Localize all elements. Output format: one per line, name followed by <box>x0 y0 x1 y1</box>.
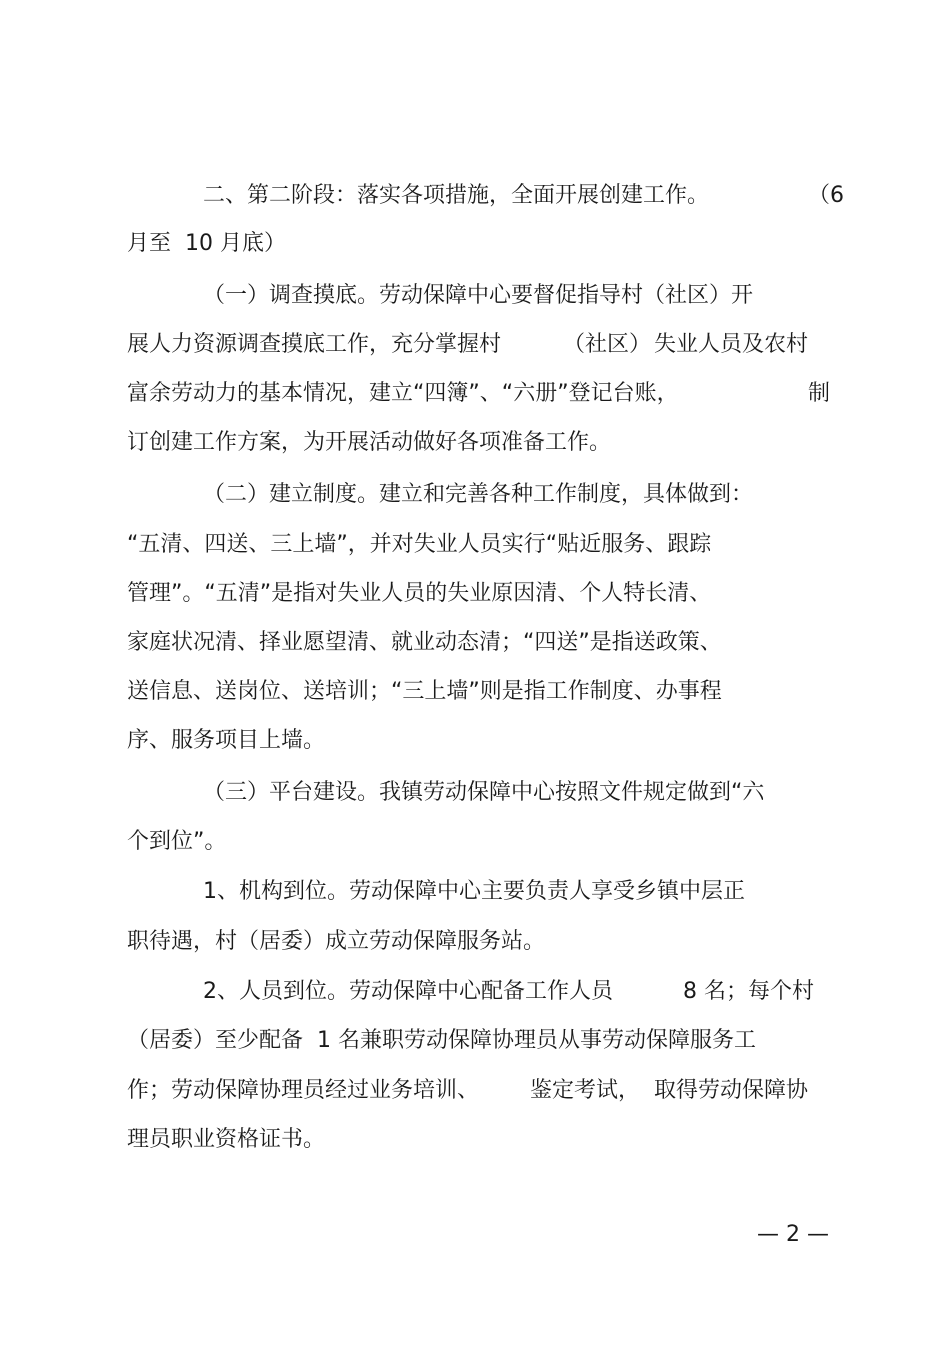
paragraph-line-segment: 8 名；每个村 <box>683 979 814 1004</box>
paragraph-line: （三）平台建设。我镇劳动保障中心按照文件规定做到“六 <box>203 780 765 805</box>
paragraph-line: 送信息、送岗位、送培训；“三上墙”则是指工作制度、办事程 <box>127 679 722 704</box>
paragraph-line-segment: （社区） <box>563 332 652 357</box>
paragraph-line-segment: 取得劳动保障协 <box>654 1078 809 1103</box>
paragraph-line: （一）调查摸底。劳动保障中心要督促指导村（社区）开 <box>203 283 754 308</box>
paragraph-line: （二）建立制度。建立和完善各种工作制度，具体做到： <box>203 482 754 507</box>
paragraph-line: 个到位”。 <box>127 829 227 854</box>
paragraph-line: 序、服务项目上墙。 <box>127 728 326 753</box>
paragraph-line: 理员职业资格证书。 <box>127 1127 326 1152</box>
stage-heading-date-end: 月至 10 月底） <box>127 231 286 256</box>
paragraph-line: “五清、四送、三上墙”，并对失业人员实行“贴近服务、跟踪 <box>127 532 712 557</box>
paragraph-line-segment: 制 <box>808 381 831 406</box>
paragraph-line: 家庭状况清、择业愿望清、就业动态清；“四送”是指送政策、 <box>127 630 722 655</box>
paragraph-line: 1、机构到位。劳动保障中心主要负责人享受乡镇中层正 <box>203 879 745 904</box>
paragraph-line: 作；劳动保障协理员经过业务培训、 <box>127 1078 480 1103</box>
page-number: — 2 — <box>757 1222 829 1247</box>
paragraph-line: 职待遇，村（居委）成立劳动保障服务站。 <box>127 929 546 954</box>
paragraph-line: （居委）至少配备 1 名兼职劳动保障协理员从事劳动保障服务工 <box>127 1028 756 1053</box>
paragraph-line-segment: 失业人员及农村 <box>654 332 809 357</box>
stage-heading-date-start: （6 <box>808 183 844 208</box>
paragraph-line: 展人力资源调查摸底工作，充分掌握村 <box>127 332 502 357</box>
paragraph-line: 2、人员到位。劳动保障中心配备工作人员 <box>203 979 613 1004</box>
paragraph-line: 管理”。“五清”是指对失业人员的失业原因清、个人特长清、 <box>127 581 712 606</box>
paragraph-line: 订创建工作方案，为开展活动做好各项准备工作。 <box>127 430 612 455</box>
stage-heading: 二、第二阶段：落实各项措施，全面开展创建工作。 <box>203 183 710 208</box>
paragraph-line-segment: 鉴定考试， <box>530 1078 641 1103</box>
paragraph-line: 富余劳动力的基本情况，建立“四簿”、“六册”登记台账， <box>127 381 679 406</box>
